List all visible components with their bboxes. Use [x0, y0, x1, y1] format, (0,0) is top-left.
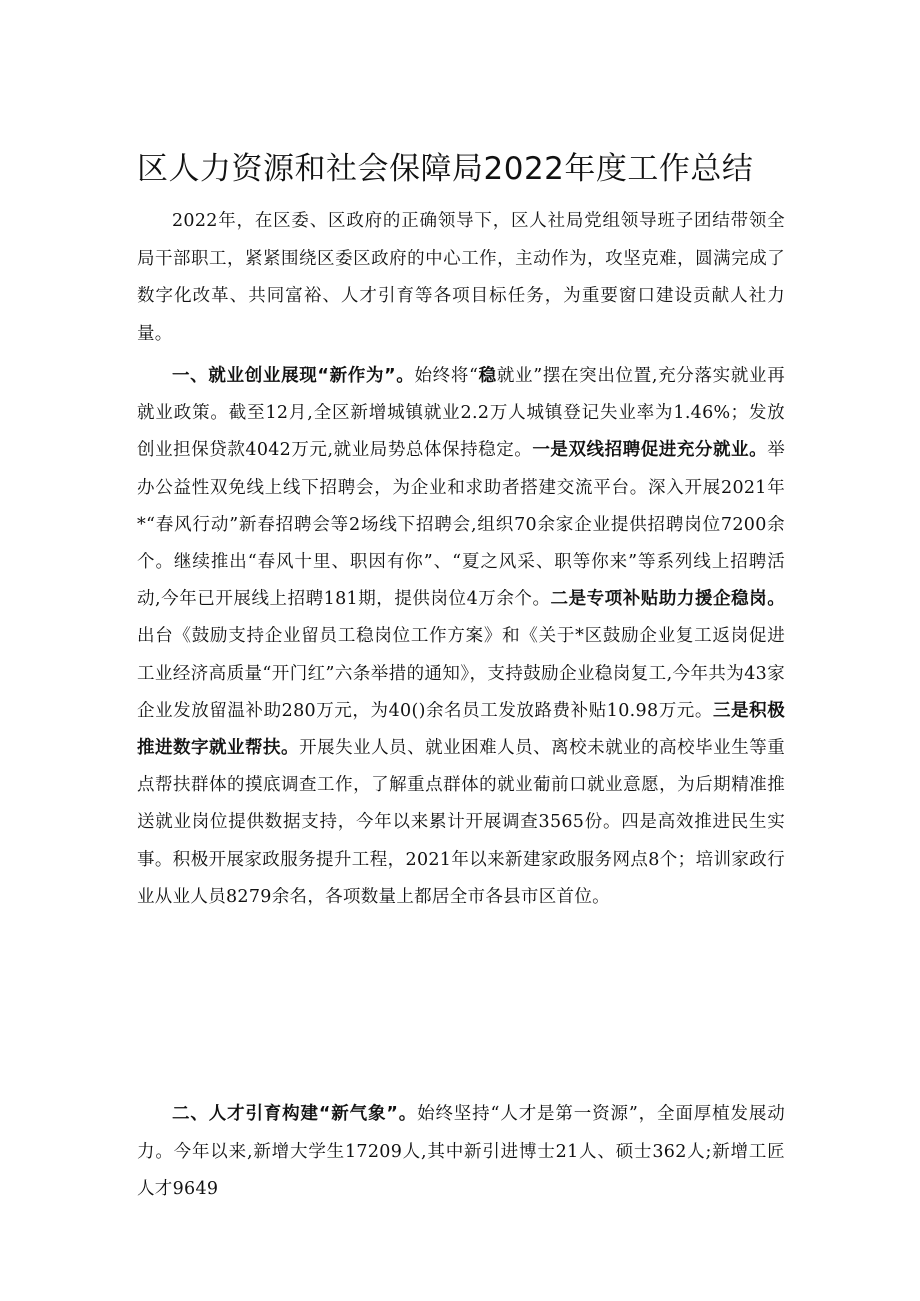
intro-paragraph: 2022年，在区委、区政府的正确领导下，区人社局党组领导班子团结带领全局干部职工，紧紧围绕区委区政府的中心工作，主动作为，攻坚克难，圆满完成了数字化改革、共同富裕、人才引育等各项目标任务，为重要窗口建设贡献人社力量。 — [137, 211, 785, 344]
dual-recruitment-text: 举办公益性双免线上线下招聘会，为企业和求助者搭建交流平台。深入开展2021年*“春风行动”新春招聘会等2场线下招聘会,组织70余家企业提供招聘岗位7200余个。继续推出“春风十里、职因有你”、“夏之风采、职等你来”等系列线上招聘活动,今年已开展线上招聘181期，提供岗位4万余个。 — [137, 440, 785, 610]
section-employment-text-a: 始终将“ — [414, 366, 479, 386]
digital-employment-text: 开展失业人员、就业困难人员、离校未就业的高校毕业生等重点帮扶群体的摸底调查工作，了解重点群体的就业葡前口就业意愿，为后期精准推送就业岗位提供数据支持，今年以来累计开展调查3565份。四是高效推进民生实事。积极开展家政服务提升工程，2021年以来新建家政服务网点8个；培训家政行业从业人员8279余名，各项数量上都居全市各县市区首位。 — [137, 738, 785, 907]
document-title: 区人力资源和社会保障局2022年度工作总结 — [137, 151, 754, 187]
section-employment-text-b: 就业”摆在突出位置,充分落实就业再就业政策。截至12月,全区新增城镇就业2.2万人城镇登记失业率为1.46%；发放创业担保贷款4042万元,就业局势总体保持稳定。 — [137, 366, 785, 461]
section-employment-paragraph — [137, 358, 785, 916]
section-talent-text: 始终坚持“人才是第一资源”，全面厚植发展动力。今年以来,新增大学生17209人,其中新引进博士21人、硕士362人;新增工匠人才9649 — [137, 1104, 786, 1200]
special-subsidy-text: 出台《鼓励支持企业留员工稳岗位工作方案》和《关于*区鼓励企业复工返岗促进工业经济高质量“开门红”六条举措的通知》，支持鼓励企业稳岗复工,今年共为43家企业发放留温补助280万元，为40()余名员工发放路费补贴10.98万元。 — [137, 626, 785, 721]
special-subsidy-title: 二是专项补贴助力援企稳岗。 — [550, 589, 785, 610]
section-talent-heading: 二、人才引育构建“新气象”。 — [172, 1104, 418, 1124]
digital-employment-title: 三是积极推进数字就业帮扶。 — [137, 700, 786, 759]
section-employment-highlight: 稳 — [478, 366, 497, 386]
dual-recruitment-title: 一是双线招聘促进充分就业。 — [532, 440, 768, 461]
section-employment-heading: 一、就业创业展现“新作为”。 — [172, 366, 415, 386]
section-talent-paragraph — [137, 1096, 785, 1209]
